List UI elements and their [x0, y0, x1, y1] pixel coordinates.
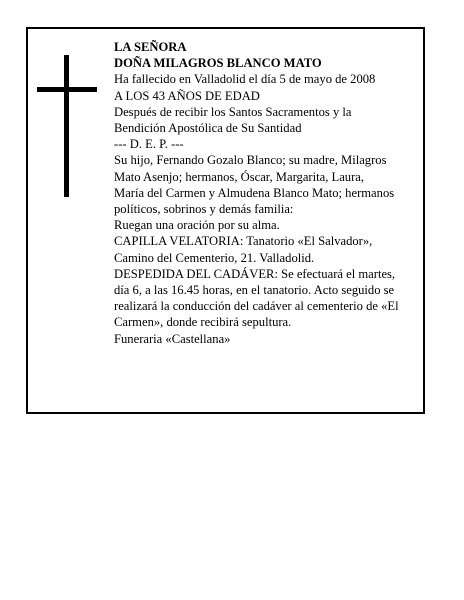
notice-line: políticos, sobrinos y demás familia: — [114, 202, 294, 217]
obituary-text-block — [114, 39, 423, 347]
cross-vertical-bar — [64, 55, 69, 197]
notice-line: Ruegan una oración por su alma. — [114, 218, 280, 233]
notice-line: --- D. E. P. --- — [114, 137, 184, 152]
notice-line: Camino del Cementerio, 21. Valladolid. — [114, 250, 315, 265]
notice-line: CAPILLA VELATORIA: Tanatorio «El Salvador», — [114, 234, 373, 249]
notice-line: realizará la conducción del cadáver al cementerio de «El — [114, 299, 399, 314]
notice-line: Funeraria «Castellana» — [114, 331, 231, 346]
notice-line: María del Carmen y Almudena Blanco Mato; hermanos — [114, 185, 395, 200]
notice-line: Bendición Apostólica de Su Santidad — [114, 121, 302, 136]
notice-line: Su hijo, Fernando Gozalo Blanco; su madre, Milagros — [114, 153, 387, 168]
notice-line: día 6, a las 16.45 horas, en el tanatorio. Acto seguido se — [114, 283, 395, 298]
notice-line: LA SEÑORA — [114, 40, 187, 54]
latin-cross-icon — [37, 55, 97, 197]
notice-line: Mato Asenjo; hermanos, Óscar, Margarita, Laura, — [114, 169, 365, 184]
notice-line: A LOS 43 AÑOS DE EDAD — [114, 88, 260, 103]
notice-line: DESPEDIDA DEL CADÁVER: Se efectuará el martes, — [114, 266, 396, 281]
notice-line: Ha fallecido en Valladolid el día 5 de mayo de 2008 — [114, 72, 376, 87]
notice-line: Carmen», donde recibirá sepultura. — [114, 315, 292, 330]
cross-horizontal-bar — [37, 87, 97, 92]
notice-line: DOÑA MILAGROS BLANCO MATO — [114, 56, 322, 71]
notice-line: Después de recibir los Santos Sacramentos y la — [114, 104, 352, 119]
